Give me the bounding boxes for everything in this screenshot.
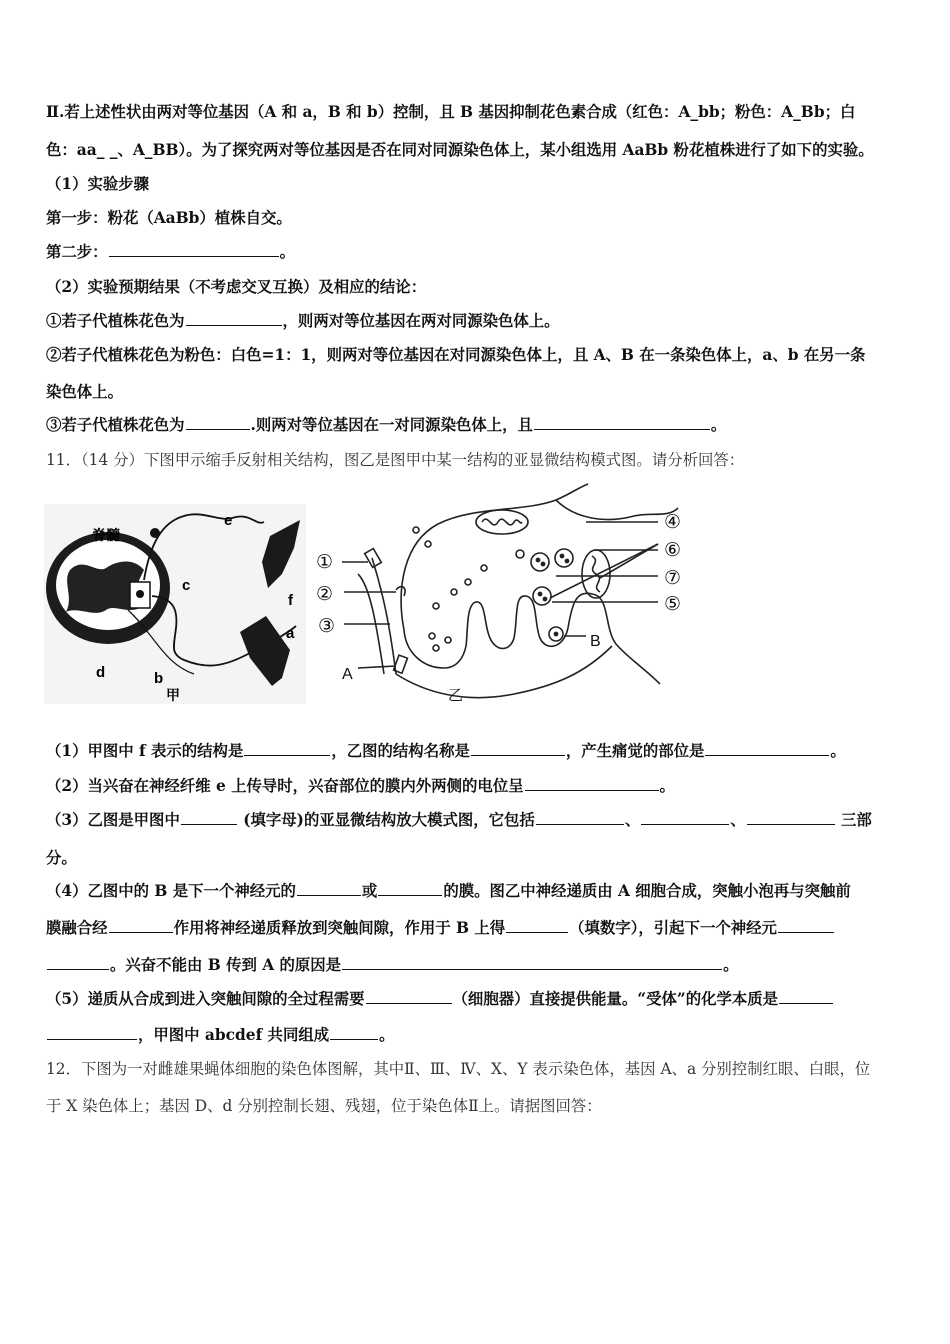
label-b: b	[154, 670, 164, 687]
q11-3-text-d: 、	[730, 811, 746, 829]
part2-result2-line1: ②若子代植株花色为粉色：白色=1：1，则两对等位基因在对同源染色体上，且 A、B 在一条染色体上，a、b 在另一条	[46, 346, 866, 364]
result3-blank-2[interactable]	[534, 414, 710, 430]
q11-part2	[46, 775, 906, 797]
q11-4-text-b: 或	[361, 882, 378, 900]
q11-5-text-d: 。	[379, 1026, 395, 1044]
label-yi-2: ②	[316, 584, 334, 605]
q11-part5-line1	[46, 988, 906, 1010]
label-yi-A: A	[342, 666, 353, 683]
figure-yi	[342, 484, 678, 698]
label-e: e	[224, 512, 233, 529]
q11-3-text-e: 三部	[835, 811, 872, 829]
q11-5-blank-1[interactable]	[366, 988, 452, 1004]
q11-3-blank-4[interactable]	[747, 809, 835, 825]
q11-5-blank-2[interactable]	[779, 988, 833, 1004]
q11-4-blank-3[interactable]	[109, 917, 173, 933]
q11-4-blank-7[interactable]	[342, 954, 722, 970]
q11-part3-line2: 分。	[46, 849, 77, 867]
q11-4-text-d: 膜融合经	[46, 919, 108, 937]
q11-1-blank-2[interactable]	[471, 740, 565, 756]
label-a: a	[286, 625, 295, 642]
q11-3-blank-2[interactable]	[536, 809, 624, 825]
part2-step2	[46, 241, 906, 263]
part2-step1: 第一步：粉花（AaBb）植株自交。	[46, 209, 292, 227]
q11-title: 11．（14 分）下图甲示缩手反射相关结构，图乙是图甲中某一结构的亚显微结构模式图。请分析回答：	[46, 451, 745, 469]
label-f: f	[288, 592, 293, 609]
reflex-synapse-diagram	[44, 478, 704, 710]
q11-4-blank-1[interactable]	[297, 880, 361, 896]
q11-4-blank-6[interactable]	[47, 954, 109, 970]
step2-blank[interactable]	[109, 241, 279, 257]
q11-5-blank-4[interactable]	[330, 1024, 378, 1040]
q12-line1: 12．下图为一对雌雄果蝇体细胞的染色体图解，其中Ⅱ、Ⅲ、Ⅳ、X、Y 表示染色体，基因 A、a 分别控制红眼、白眼，位	[46, 1060, 871, 1078]
q11-part1	[46, 740, 906, 762]
q11-1-blank-3[interactable]	[705, 740, 829, 756]
part2-intro-line1: Ⅱ.若上述性状由两对等位基因（A 和 a，B 和 b）控制，且 B 基因抑制花色素合成（红色：A_bb；粉色：A_Bb；白	[46, 103, 856, 121]
caption-yi: 乙	[448, 687, 464, 704]
q11-4-text-f: （填数字），引起下一个神经元	[569, 919, 777, 937]
part2-section2-heading: （2）实验预期结果（不考虑交叉互换）及相应的结论：	[46, 278, 427, 296]
label-yi-B: B	[590, 633, 601, 650]
q11-5-text-b: （细胞器）直接提供能量。“受体”的化学本质是	[452, 990, 779, 1008]
result3-blank-1[interactable]	[186, 414, 250, 430]
part2-result3	[46, 414, 906, 436]
result1-suffix: ，则两对等位基因在两对同源染色体上。	[282, 312, 560, 330]
label-yi-7: ⑦	[664, 568, 682, 589]
part2-result1	[46, 310, 906, 332]
label-yi-1: ①	[316, 552, 334, 573]
q11-1-text-b: ，乙图的结构名称是	[331, 742, 470, 760]
caption-jia: 甲	[166, 687, 180, 703]
step2-prefix: 第二步：	[46, 243, 108, 261]
q11-5-text-a: （5）递质从合成到进入突触间隙的全过程需要	[46, 990, 365, 1008]
q11-part4-line2	[46, 917, 906, 939]
q11-part4-line3	[46, 954, 906, 976]
q11-4-blank-4[interactable]	[506, 917, 568, 933]
q11-3-blank-3[interactable]	[641, 809, 729, 825]
q11-1-text-d: 。	[830, 742, 846, 760]
q12-line2: 于 X 染色体上；基因 D、d 分别控制长翅、残翅，位于染色体Ⅱ上。请据图回答：	[46, 1097, 602, 1115]
q11-5-text-c: ，甲图中 abcdef 共同组成	[138, 1026, 330, 1044]
label-yi-6: ⑥	[664, 540, 682, 561]
figure-jia	[44, 504, 306, 704]
q11-part3	[46, 809, 906, 831]
figure-yi-labels	[316, 512, 681, 704]
label-c: c	[182, 577, 191, 594]
q11-1-text-c: ，产生痛觉的部位是	[565, 742, 705, 760]
label-yi-4: ④	[664, 512, 682, 533]
label-d: d	[96, 664, 106, 681]
q11-2-blank-1[interactable]	[525, 775, 659, 791]
q11-3-blank-1[interactable]	[181, 809, 237, 825]
q11-3-text-a: （3）乙图是甲图中	[46, 811, 180, 829]
q11-4-blank-2[interactable]	[378, 880, 442, 896]
q11-2-text-b: 。	[659, 777, 675, 795]
q11-4-blank-5[interactable]	[778, 917, 834, 933]
q11-2-text-a: （2）当兴奋在神经纤维 e 上传导时，兴奋部位的膜内外两侧的电位呈	[46, 777, 524, 795]
result3-prefix: ③若子代植株花色为	[46, 416, 185, 434]
label-yi-5: ⑤	[664, 594, 682, 615]
part2-section1-heading: （1）实验步骤	[46, 175, 150, 193]
q11-4-text-a: （4）乙图中的 B 是下一个神经元的	[46, 882, 296, 900]
result3-suffix: 。	[710, 416, 727, 434]
label-yi-3: ③	[318, 616, 336, 637]
q11-3-text-c: 、	[624, 811, 641, 829]
q11-part5-line2	[46, 1024, 906, 1046]
label-spinal-cord: 脊髓	[92, 527, 120, 543]
result1-prefix: ①若子代植株花色为	[46, 312, 185, 330]
q11-3-text-b: (填字母)的亚显微结构放大模式图，它包括	[237, 811, 535, 829]
q11-figure	[44, 478, 704, 710]
result1-blank[interactable]	[186, 310, 282, 326]
q11-5-blank-3[interactable]	[47, 1024, 137, 1040]
q11-1-text-a: （1）甲图中 f 表示的结构是	[46, 742, 244, 760]
q11-4-text-g: 。兴奋不能由 B 传到 A 的原因是	[110, 956, 342, 974]
q11-4-text-e: 作用将神经递质释放到突触间隙，作用于 B 上得	[173, 919, 506, 937]
q11-4-text-c: 的膜。图乙中神经递质由 A 细胞合成，突触小泡再与突触前	[443, 882, 851, 900]
q11-part4-line1	[46, 880, 906, 902]
part2-intro-line2: 色：aa_ _、A_BB）。为了探究两对等位基因是否在同对同源染色体上，某小组选用 AaBb 粉花植株进行了如下的实验。	[46, 141, 874, 159]
step2-suffix: 。	[279, 243, 295, 261]
result3-mid: .则两对等位基因在一对同源染色体上，且	[250, 416, 533, 434]
part2-result2-line2: 染色体上。	[46, 383, 123, 401]
q11-1-blank-1[interactable]	[244, 740, 330, 756]
q11-4-text-h: 。	[723, 956, 739, 974]
